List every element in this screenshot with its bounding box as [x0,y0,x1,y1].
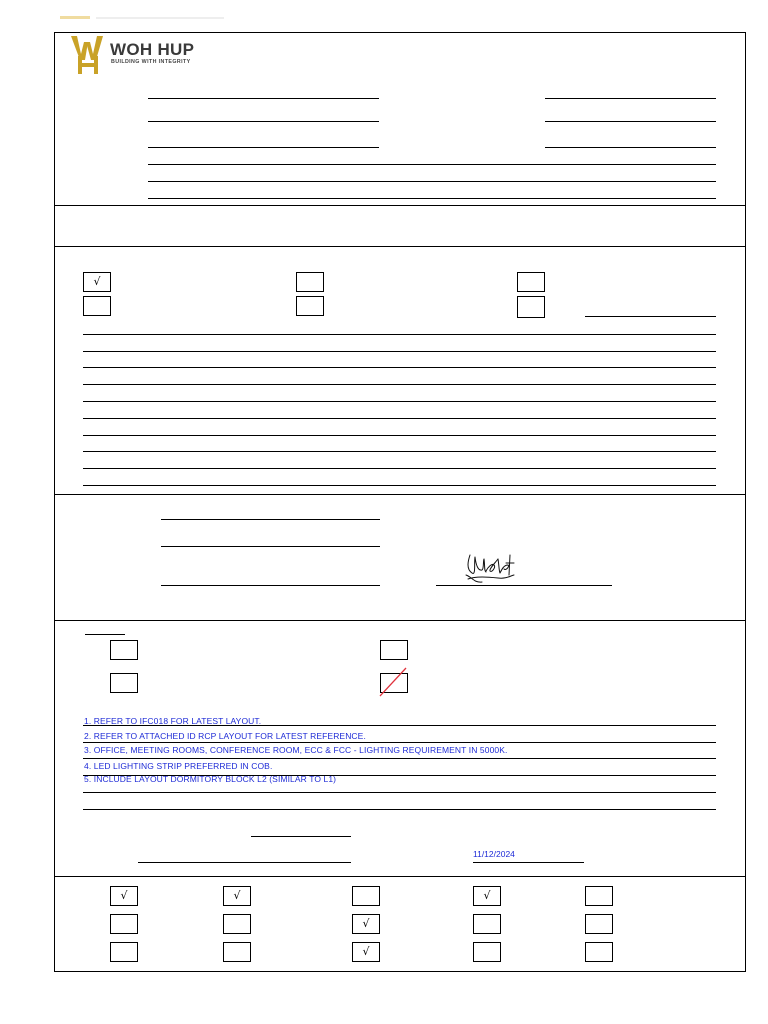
distribution-checkbox-r3-c5[interactable] [585,942,613,962]
option-checkbox-2[interactable] [296,272,324,292]
note-line-2 [83,742,716,743]
review-checkbox-2[interactable] [380,640,408,660]
distribution-checkbox-r1-c5[interactable] [585,886,613,906]
description-line-9[interactable] [83,468,716,469]
description-line-2[interactable] [83,351,716,352]
description-line-7[interactable] [83,435,716,436]
header-field-line-right-1[interactable] [545,98,716,99]
requester-line-1[interactable] [161,519,380,520]
section-divider-3 [54,494,745,495]
distribution-checkbox-r2-c5[interactable] [585,914,613,934]
option-checkbox-4[interactable] [83,296,111,316]
logo [70,34,200,76]
note-4: 4. LED LIGHTING STRIP PREFERRED IN COB. [84,761,273,771]
header-field-line-5[interactable] [148,181,716,182]
requester-line-2[interactable] [161,546,380,547]
header-field-line-2[interactable] [148,121,379,122]
description-line-3[interactable] [83,367,716,368]
approval-name-line[interactable] [138,862,351,863]
form-frame [54,32,746,972]
distribution-checkbox-r3-c4[interactable] [473,942,501,962]
section-divider-2 [54,246,745,247]
header-field-line-3[interactable] [148,147,379,148]
note-3: 3. OFFICE, MEETING ROOMS, CONFERENCE ROOM, ECC & FCC - LIGHTING REQUIREMENT IN 5000K. [84,745,508,755]
distribution-checkbox-r1-c1[interactable]: √ [110,886,138,906]
approval-line-short[interactable] [251,836,351,837]
option-checkbox-3[interactable] [517,272,545,292]
logo-tagline: BUILDING WITH INTEGRITY [111,59,191,65]
distribution-checkbox-r2-c1[interactable] [110,914,138,934]
description-line-4[interactable] [83,384,716,385]
distribution-checkbox-r3-c2[interactable] [223,942,251,962]
section-divider-1 [54,205,745,206]
note-line-1 [83,725,716,726]
review-heading-underline [85,634,125,635]
signature-line[interactable] [436,585,612,586]
approval-date-line[interactable] [473,862,584,863]
option-checkbox-1[interactable]: √ [83,272,111,292]
review-checkbox-4[interactable] [380,673,408,693]
option-checkbox-5[interactable] [296,296,324,316]
header-field-line-right-3[interactable] [545,147,716,148]
requester-line-3[interactable] [161,585,380,586]
section-divider-4 [54,620,745,621]
strike-mark-icon [379,667,413,697]
faint-header-text [60,16,225,20]
distribution-checkbox-r2-c4[interactable] [473,914,501,934]
note-line-5 [83,792,716,793]
note-1: 1. REFER TO IFC018 FOR LATEST LAYOUT. [84,716,262,726]
note-line-3 [83,758,716,759]
distribution-checkbox-r1-c3[interactable] [352,886,380,906]
review-checkbox-1[interactable] [110,640,138,660]
distribution-checkbox-r3-c3[interactable]: √ [352,942,380,962]
note-2: 2. REFER TO ATTACHED ID RCP LAYOUT FOR LATEST REFERENCE. [84,731,366,741]
note-line-6 [83,809,716,810]
description-line-5[interactable] [83,401,716,402]
header-field-line-1[interactable] [148,98,379,99]
option-checkbox-6[interactable] [517,296,545,318]
description-line-8[interactable] [83,451,716,452]
option-other-line[interactable] [585,316,716,317]
signature-image [462,549,522,585]
distribution-checkbox-r1-c2[interactable]: √ [223,886,251,906]
header-field-line-6[interactable] [148,198,716,199]
section-divider-5 [54,876,745,877]
distribution-checkbox-r2-c2[interactable] [223,914,251,934]
description-line-1[interactable] [83,334,716,335]
review-checkbox-3[interactable] [110,673,138,693]
description-line-6[interactable] [83,418,716,419]
description-line-10[interactable] [83,485,716,486]
header-field-line-4[interactable] [148,164,716,165]
logo-brand: WOH HUP [110,40,195,59]
woh-hup-logo-icon [70,34,106,76]
distribution-checkbox-r3-c1[interactable] [110,942,138,962]
header-field-line-right-2[interactable] [545,121,716,122]
approval-date: 11/12/2024 [473,849,515,859]
distribution-checkbox-r1-c4[interactable]: √ [473,886,501,906]
note-5: 5. INCLUDE LAYOUT DORMITORY BLOCK L2 (SIMILAR TO L1) [84,774,337,784]
distribution-checkbox-r2-c3[interactable]: √ [352,914,380,934]
